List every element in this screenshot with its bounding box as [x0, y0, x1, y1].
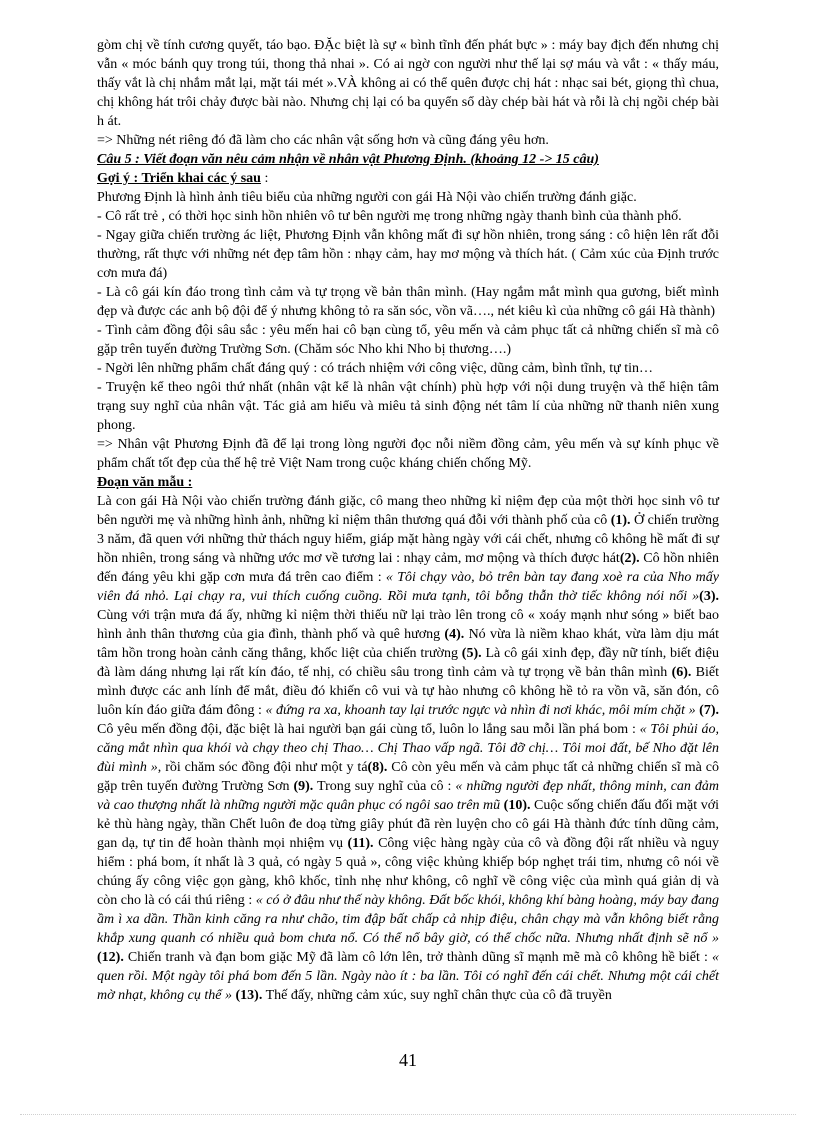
sample-quote: « có ở đâu như thế này không. Đất bốc khói, không khí bàng hoàng, máy bay đang ầm ì xa dần. Thần kinh căng ra như chão, tim đập bất chấp cả nhịp điệu, chân chạy mà vẫn không biết rằng khắp xung quanh có nhiều quả bom chưa nổ. Có thể nổ bây giờ, có thể chốc nữa. Nhưng nhất định sẽ nổ » — [97, 893, 720, 946]
sentence-number: (6). — [671, 665, 692, 680]
page-border-line — [20, 1114, 796, 1115]
sample-sentence: Thế đấy, những cảm xúc, suy nghĩ chân thực của cô đã truyền — [262, 988, 612, 1003]
sample-sentence: Ở chiến trường 3 năm, đã quen với những thử thách nguy hiểm, giáp mặt hàng ngày với cái chết, nhưng cô không hề mất đi sự hồn nhiên, trong sáng và những ước mơ về tương lai : nhạy cảm, mơ mộng và thích được hát — [97, 513, 720, 566]
sample-sentence: , rồi chăm sóc đồng đội như một y tá — [157, 760, 368, 775]
sample-paragraph — [97, 492, 719, 1005]
hint-item: - Cô rất trẻ , có thời học sinh hồn nhiên vô tư bên người mẹ trong những ngày thanh bình của thành phố. — [97, 209, 682, 224]
sample-quote: « quen rồi. Một ngày tôi phá bom đến 5 lần. Ngày nào ít : ba lần. Tôi có nghĩ đến cái chết. Nhưng một cái chết mờ nhạt, không cụ thể » — [97, 950, 719, 1003]
sample-title: Đoạn văn mẫu : — [97, 475, 193, 490]
sample-sentence: Công việc hàng ngày của cô và đồng đội rất nhiều và nguy hiểm : phá bom, ít nhất là 3 quả, có ngày 5 quả », công việc khủng khiếp bóp nghẹt trái tim, nhưng cô nói về chúng ấy công việc gọn gàng, khô khốc, tỉnh nhẹ như không, cô nghĩ về công việc của mình quá giản dị và còn cho là có cái thú riêng : — [97, 836, 719, 908]
sample-sentence: Cô yêu mến đồng đội, đặc biệt là hai người bạn gái cùng tổ, luôn lo lắng sau mỗi lần phá bom : — [97, 722, 640, 737]
sentence-number: (8). — [367, 760, 388, 775]
hint-title-line — [97, 169, 719, 188]
sentence-number: (10). — [500, 798, 531, 813]
sample-sentence: Cô còn yêu mến và cảm phục tất cả những chiến sĩ mà cô gặp trên tuyến đường Trường Sơn — [97, 760, 719, 794]
question-section — [97, 150, 719, 1005]
sentence-number: (11). — [347, 836, 374, 851]
sentence-number: (9). — [293, 779, 314, 794]
sentence-number: (7). — [695, 703, 719, 718]
question-title: Câu 5 : Viết đoạn văn nêu cảm nhận về nhân vật Phương Định. (khoảng 12 -> 15 câu) — [97, 152, 599, 167]
intro-section — [97, 36, 719, 150]
intro-conclusion: => Những nét riêng đó đã làm cho các nhân vật sống hơn và cũng đáng yêu hơn. — [97, 133, 549, 148]
page-number: 41 — [399, 1050, 417, 1070]
hint-item: => Nhân vật Phương Định đã để lại trong lòng người đọc nỗi niềm đồng cảm, yêu mến và sự kính phục về phẩm chất tốt đẹp của thế hệ trẻ Việt Nam trong cuộc kháng chiến chống Mỹ. — [97, 437, 719, 471]
sample-sentence: Trong suy nghĩ của cô : — [313, 779, 456, 794]
hint-item: - Là cô gái kín đáo trong tình cảm và tự trọng về bản thân mình. (Hay ngắm mắt mình qua gương, biết mình đẹp và được các anh bộ đội để ý nhưng không tỏ ra săn sóc, vồn vã…., nét kiêu kì của những cô gái Hà thành) — [97, 285, 719, 319]
sentence-number: (3). — [699, 589, 719, 604]
hint-item: - Ngời lên những phẩm chất đáng quý : có trách nhiệm với công việc, dũng cảm, bình tĩnh, tự tin… — [97, 361, 654, 376]
sample-sentence: Là cô gái xinh đẹp, đầy nữ tính, biết điệu đà làm dáng nhưng lại rất kín đáo, tế nhị, có chiều sâu trong tình cảm và tự trọng về bản thân mình — [97, 646, 719, 680]
sample-quote: « những người đẹp nhất, thông minh, can đảm và cao thượng nhất là những người mặc quân phục có ngôi sao trên mũ — [97, 779, 719, 813]
sentence-number: (1). — [610, 513, 631, 528]
hint-title: Gợi ý : Triển khai các ý sau — [97, 171, 261, 186]
sample-quote: « đứng ra xa, khoanh tay lại trước ngực và nhìn đi nơi khác, môi mím chặt » — [265, 703, 696, 718]
intro-paragraph: gòm chị về tính cương quyết, táo bạo. ĐẶc biệt là sự « bình tĩnh đến phát bực » : máy bay địch đến nhưng chị vẫn « móc bánh quy trong túi, thong thả nhai ». Có ai ngờ con người như thế lại sợ máu và vắt : « thấy máu, thấy vắt là chị nhắm mắt lại, mặt tái mét ».VÀ không ai có thể quên được chị hát : nhạc sai bét, giọng thì chua, chị không hát trôi chảy được bài nào. Nhưng chị lại có ba quyển sổ dày chép bài hát và rỗi là chị ngồi chép bài h át. — [97, 38, 719, 129]
hint-title-suffix: : — [260, 171, 269, 186]
hint-item: - Ngay giữa chiến trường ác liệt, Phương Định vẫn không mất đi sự hồn nhiên, trong sáng : cô hiện lên rất đỗi thường, rất thực với những nét đẹp tâm hồn : nhạy cảm, hay mơ mộng và thích hát. ( Cảm xúc của Định trước cơn mưa đá) — [97, 228, 719, 281]
sample-sentence: Biết mình được các anh lính để mắt, điều đó khiến cô vui và tự hào nhưng cô không hề tỏ ra vồn vã, săn đón, cô luôn kín đáo giữa đám đông : — [97, 665, 719, 718]
sample-quote: « Tôi chạy vào, bỏ trên bàn tay đang xoè ra của Nho mấy viên đá nhỏ. Lại chạy ra, vui thích cuống cuồng. Rồi mưa tạnh, tôi bỗng thẫn thờ tiếc không nói nổi » — [97, 570, 719, 604]
hint-item: Phương Định là hình ảnh tiêu biểu của những người con gái Hà Nội vào chiến trường đánh giặc. — [97, 190, 637, 205]
sample-sentence: Cô hồn nhiên đến đáng yêu khi gặp cơn mưa đá trên cao điểm : — [97, 551, 719, 585]
sample-sentence: Nó vừa là niềm khao khát, vừa làm dịu mát tâm hồn trong hoàn cảnh căng thẳng, khốc liệt của chiến trường — [97, 627, 719, 661]
sample-sentence: Là con gái Hà Nội vào chiến trường đánh giặc, cô mang theo những kỉ niệm đẹp của một thời học sinh vô tư bên người mẹ và những hình ảnh, những kỉ niệm thân thương quá đỗi với thành phố của cô — [97, 494, 719, 528]
sample-sentence: Chiến tranh và đạn bom giặc Mỹ đã làm cô lớn lên, trở thành dũng sĩ mạnh mẽ mà cô không hề biết : — [123, 950, 712, 965]
sentence-number: (13). — [232, 988, 263, 1003]
sample-sentence: Cuộc sống chiến đấu đối mặt với kẻ thù hàng ngày, thần Chết luôn đe doạ từng giây phút đã rèn luyện cho cô gái Hà thành đức tính dũng cảm, gan dạ, tự tin để hoàn thành mọi nhiệm vụ — [97, 798, 719, 851]
sentence-number: (5). — [461, 646, 482, 661]
sentence-number: (2). — [619, 551, 640, 566]
hint-item: - Truyện kể theo ngôi thứ nhất (nhân vật kể là nhân vật chính) phù hợp với nội dung truyện và thể hiện tâm trạng suy nghĩ của nhân vật. Tác giả am hiểu và miêu tả sinh động nét tâm lí của những nữ thanh niên xung phong. — [97, 380, 719, 433]
sentence-number: (12). — [97, 950, 124, 965]
hint-item: - Tình cảm đồng đội sâu sắc : yêu mến hai cô bạn cùng tổ, yêu mến và cảm phục tất cả những chiến sĩ mà cô gặp trên tuyến đường Trường Sơn. (Chăm sóc Nho khi Nho bị thương….) — [97, 323, 719, 357]
sample-sentence: Cùng với trận mưa đá ấy, những kỉ niệm thời thiếu nữ lại trào lên trong cô « xoáy mạnh như sóng » biết bao hình ảnh thân thương của gia đình, thành phố và quê hương — [97, 608, 719, 642]
sentence-number: (4). — [444, 627, 465, 642]
sample-quote: « Tôi phủi áo, căng mắt nhìn qua khói và chạy theo chị Thao… Chị Thao vấp ngã. Tôi đỡ chị… Tôi moi đất, bế Nho đặt lên đùi mình » — [97, 722, 719, 775]
